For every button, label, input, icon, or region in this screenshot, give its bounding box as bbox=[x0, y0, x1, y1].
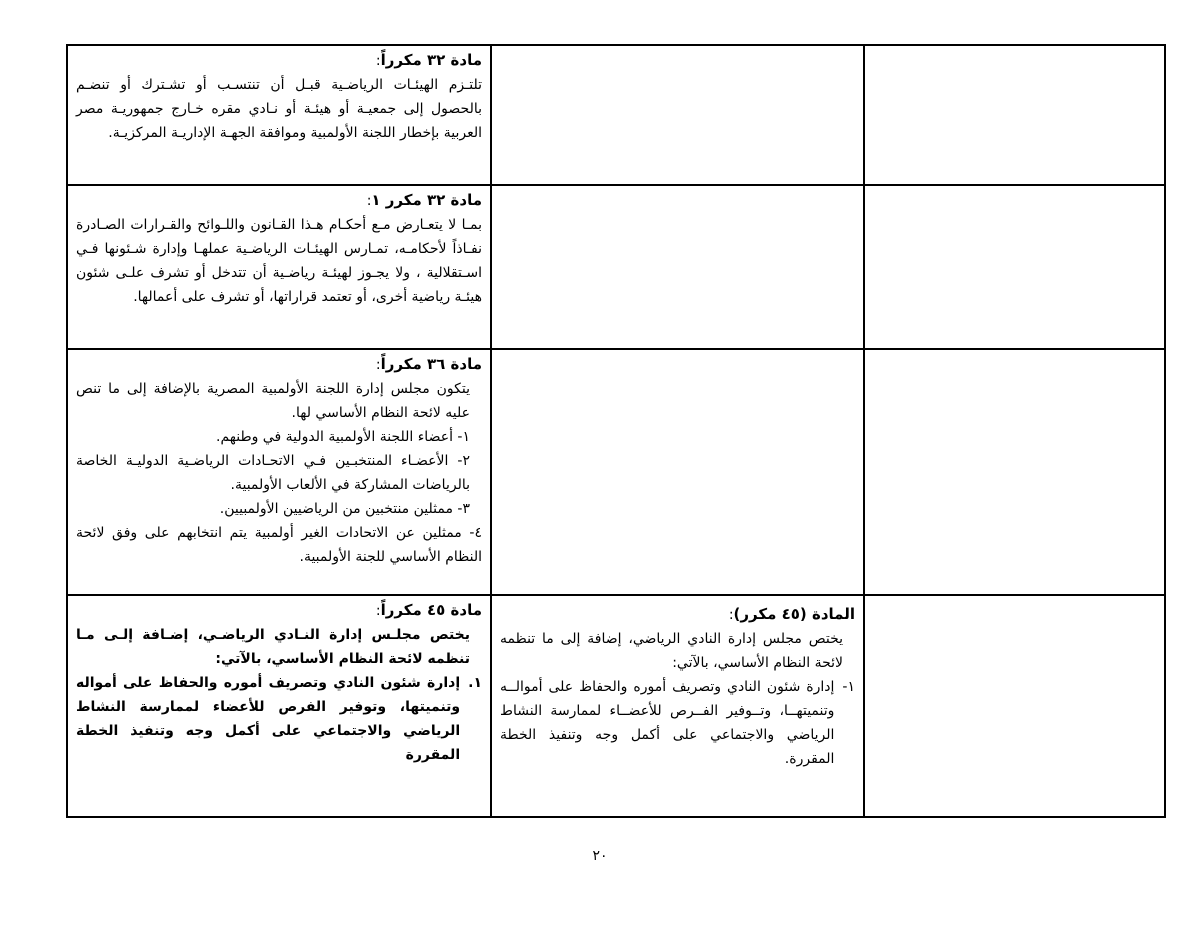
list-item: ٤- ممثلين عن الاتحادات الغير أولمبية يتم انتخابهم على وفق لائحة النظام الأساسي للجنة الأولمبية. bbox=[76, 525, 482, 565]
article-title: مادة ٣٦ مكرراً bbox=[380, 355, 482, 373]
notes-cell bbox=[864, 349, 1165, 595]
list-item: ٣- ممثلين منتخبين من الرياضيين الأولمبيين. bbox=[219, 501, 470, 517]
table-row bbox=[67, 185, 1165, 349]
notes-cell bbox=[864, 45, 1165, 185]
list-item-text: إدارة شئون النادي وتصريف أموره والحفاظ على أموالــه وتنميتهــا، وتــوفير الفــرص للأعضــاء لممارسة النشاط الرياضي والاجتماعي على أكمل وجه وتنفيذ الخطة المقررة. bbox=[500, 679, 835, 767]
article-intro: يختص مجلـس إدارة النـادي الرياضـي، إضـافة إلـى مـا تنظمه لائحة النظام الأساسي، بالآتي: bbox=[76, 627, 470, 667]
list-item-text: إدارة شئون النادي وتصريف أموره والحفاظ على أمواله وتنميتها، وتوفير الفرص للأعضاء لممارسة النشاط الرياضي والاجتماعي على أكمل وجه وتنفيذ الخطة المقررة bbox=[76, 675, 461, 763]
current-text-cell bbox=[491, 45, 864, 185]
article-title: مادة ٤٥ مكرراً bbox=[380, 601, 482, 619]
notes-cell bbox=[864, 595, 1165, 817]
article-cell: مادة ٣٢ مكرر ١: بمـا لا يتعـارض مـع أحكـام هـذا القـانون واللـوائح والقـرارات الصـادرة نفـاذاً لأحكامـه، تمـارس الهيئـات الرياضـية عملهـا وإدارة شـئونها فـي اسـتقلالية ، ولا يجـوز لهيئـة رياضـية أن تتدخل أو تشرف علـى شئون هيئـة رياضية أخرى، أو تعتمد قراراتها، أو تشرف على أعمالها. bbox=[67, 185, 491, 349]
legislation-comparison-table bbox=[66, 44, 1166, 818]
list-item: ١- أعضاء اللجنة الأولمبية الدولية في وطنهم. bbox=[216, 429, 470, 445]
article-title: مادة ٣٢ مكرر ١ bbox=[371, 191, 482, 209]
article-cell: مادة ٤٥ مكرراً: يختص مجلـس إدارة النـادي الرياضـي، إضـافة إلـى مـا تنظمه لائحة النظام الأساسي، بالآتي: ١. إدارة شئون النادي وتصريف أموره والحفاظ على أمواله وتنميتها، وتوفير الفرص للأعضاء لممارسة النشاط الرياضي والاجتماعي على أكمل وجه وتنفيذ الخطة المقررة bbox=[67, 595, 491, 817]
current-text-cell: المادة (٤٥ مكرر): يختص مجلس إدارة النادي الرياضي، إضافة إلى ما تنظمه لائحة النظام الأساسي، بالآتي: ١- إدارة شئون النادي وتصريف أموره والحفاظ على أموالــه وتنميتهــا، وتــوفير الفــرص للأعضــاء لممارسة النشاط الرياضي والاجتماعي على أكمل وجه وتنفيذ الخطة المقررة. bbox=[491, 595, 864, 817]
article-body: بمـا لا يتعـارض مـع أحكـام هـذا القـانون واللـوائح والقـرارات الصـادرة نفـاذاً لأحكامـه، تمـارس الهيئـات الرياضـية عملهـا وإدارة شـئونها فـي اسـتقلالية ، ولا يجـوز لهيئـة رياضـية أن تتدخل أو تشرف علـى شئون هيئـة رياضية أخرى، أو تعتمد قراراتها، أو تشرف على أعمالها. bbox=[76, 217, 482, 305]
article-cell: مادة ٣٢ مكرراً: تلتـزم الهيئـات الرياضـية قبـل أن تنتسـب أو تشـترك أو تنضـم بالحصول إلى جمعيـة أو هيئـة أو نـادي مقره خـارج جمهوريـة مصر العربية بإخطار اللجنة الأولمبية وموافقة الجهـة الإداريـة المركزيـة. bbox=[67, 45, 491, 185]
table-row bbox=[67, 45, 1165, 185]
article-title: مادة ٣٢ مكرراً bbox=[380, 51, 482, 69]
current-text-cell bbox=[491, 349, 864, 595]
list-item bbox=[500, 675, 855, 771]
article-body: تلتـزم الهيئـات الرياضـية قبـل أن تنتسـب أو تشـترك أو تنضـم بالحصول إلى جمعيـة أو هيئـة أو نـادي مقره خـارج جمهوريـة مصر العربية بإخطار اللجنة الأولمبية وموافقة الجهـة الإداريـة المركزيـة. bbox=[76, 77, 482, 141]
article-cell: مادة ٣٦ مكرراً: يتكون مجلس إدارة اللجنة الأولمبية المصرية بالإضافة إلى ما تنص عليه لائحة النظام الأساسي لها. ١- أعضاء اللجنة الأولمبية الدولية في وطنهم. ٢- الأعضـاء المنتخبـين فـي الاتحـادات الرياضـية الدوليـة الخاصة بالرياضات المشاركة في الألعاب الأولمبية. ٣- ممثلين منتخبين من الرياضيين الأولمبيين. ٤- ممثلين عن الاتحادات الغير أولمبية يتم انتخابهم على وفق لائحة النظام الأساسي للجنة الأولمبية. bbox=[67, 349, 491, 595]
article-title: المادة (٤٥ مكرر) bbox=[733, 605, 855, 623]
table-row bbox=[67, 595, 1165, 817]
list-item-number: ١. bbox=[468, 675, 482, 691]
list-item: ٢- الأعضـاء المنتخبـين فـي الاتحـادات الرياضـية الدوليـة الخاصة بالرياضات المشاركة في الألعاب الأولمبية. bbox=[76, 453, 470, 493]
current-text-cell bbox=[491, 185, 864, 349]
article-intro: يختص مجلس إدارة النادي الرياضي، إضافة إلى ما تنظمه لائحة النظام الأساسي، بالآتي: bbox=[500, 631, 843, 671]
article-intro: يتكون مجلس إدارة اللجنة الأولمبية المصرية بالإضافة إلى ما تنص عليه لائحة النظام الأساسي لها. bbox=[76, 381, 470, 421]
notes-cell bbox=[864, 185, 1165, 349]
table-row bbox=[67, 349, 1165, 595]
list-item-number: ١- bbox=[842, 679, 855, 695]
list-item bbox=[76, 671, 482, 767]
page-number: ٢٠ bbox=[592, 848, 608, 864]
